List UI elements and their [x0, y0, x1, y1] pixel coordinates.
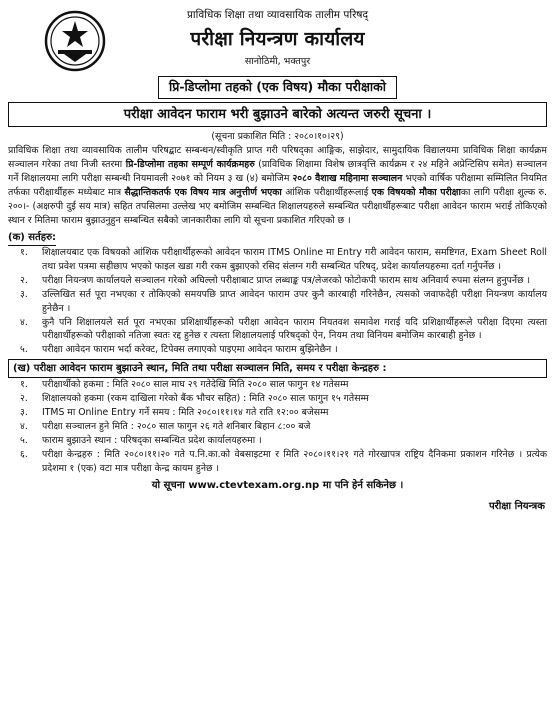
list-item: [8, 420, 547, 434]
schedule-heading: (ख) परीक्षा आवेदन फाराम बुझाउने स्थान, मिति तथा परीक्षा सञ्चालन मिति, समय र परीक्षा केन्द्रहरु :: [8, 359, 547, 378]
item-text: शिक्षालयको हकमा (रकम दाखिला गरेको बैंक भौचर सहित) : मिति २०८० साल फागुन १५ गतेसम्म: [42, 393, 369, 405]
published-date: (सूचना प्रकाशित मिति : २०८०।१०।२९): [211, 131, 344, 143]
schedule-list: [8, 378, 547, 476]
list-item: [8, 434, 547, 448]
schedule-section: [8, 359, 547, 476]
item-text: परीक्षा सञ्चालन हुने मिति : २०८० साल फागुन २६ गते शनिबार बिहान ८:०० बजे: [42, 421, 311, 433]
item-number: २.: [20, 274, 28, 286]
organization-name: प्राविधिक शिक्षा तथा व्यावसायिक तालीम परिषद्: [186, 9, 369, 21]
notice-title: [8, 76, 547, 127]
list-item: [8, 392, 547, 406]
list-item: [8, 406, 547, 420]
item-text: कुनै पनि शिक्षालयले सर्त पूरा नभएका प्रशिक्षार्थीहरूको परीक्षा आवेदन फाराम नियतवश समावेश गराई यदि प्रशिक्षार्थीहरूले परीक्षा दिएमा त्यस्ता परीक्षार्थीहरूको परीक्षाको नतिजा स्वतः रद्द हुनेछ र त्यस्ता शिक्षालयलाई परिषद्को ऐन, नियम तथा विनियम बमोजिम कारबाही हुनेछ ।: [42, 316, 547, 342]
item-number: ५.: [20, 344, 28, 356]
item-text: परीक्षा नियन्त्रण कार्यालयले सञ्चालन गरेको अघिल्लो परीक्षाबाट प्राप्त लब्धाङ्क पत्र/लेजरको फोटोकपी फाराम साथ अनिवार्य रुपमा संलग्न हुनुपर्नेछ ।: [42, 274, 531, 286]
item-number: १.: [20, 379, 28, 391]
list-item: [8, 246, 547, 274]
item-text: परीक्षा आवेदन फाराम भर्दा करेक्ट, टिपेक्स लगाएको पाइएमा आवेदन फाराम बुझिनेछैन ।: [42, 344, 338, 356]
intro-paragraph: [8, 144, 547, 228]
intro-text-3: भएको वार्षिक परीक्षामा सम्मिलित नियमित तर्फका परीक्षार्थीहरू मध्येबाट मात्र: [8, 173, 547, 198]
intro-text-2: (प्राविधिक शिक्षामा विशेष छात्रवृत्ति कार्यक्रम र २४ महिने अप्रेन्टिसिप समेत) सञ्चालन गर्ने शिक्षालयमा लागि परीक्षा सम्बन्धी नियमावली २०७१ को नियम ३ ख (४) बमोजिम: [8, 159, 547, 185]
title-line-2: परीक्षा आवेदन फाराम भरी बुझाउने बारेको अत्यन्त जरुरी सूचना ।: [8, 102, 547, 128]
letterhead: [8, 8, 547, 74]
intro-bold-1: प्रि-डिप्लोमा तहका सम्पूर्ण कार्यक्रमहरु: [125, 159, 255, 171]
intro-bold-3: सैद्धान्तिकतर्फ एक विषय मात्र अनुत्तीर्ण भएका: [124, 187, 282, 198]
item-text: परीक्षार्थीको हकमा : मिति २०८० साल माघ २९ गतेदेखि मिति २०८० साल फागुन १४ गतेसम्म: [42, 379, 349, 391]
item-number: ३.: [20, 288, 28, 300]
intro-text-1: प्राविधिक शिक्षा तथा व्यावसायिक तालीम परिषद्बाट सम्बन्धन/स्वीकृति प्राप्त गरी परिषद्का आङ्गिक, साझेदार, सामुदायिक विद्यालयमा प्राविधिक शिक्षा कार्यक्रम सञ्चालन गरेका तथा निजी स्तरमा: [8, 145, 547, 171]
signatory: परीक्षा नियन्त्रक: [489, 500, 545, 512]
item-number: ३.: [20, 407, 28, 419]
intro-text-4: आंशिक परीक्षार्थीहरूलाई: [285, 187, 369, 198]
intro-text-5: का लागि परीक्षा शुल्क रु. २००।- (अक्षरुपी दुई सय मात्र) सहित तपसिलमा उल्लेख भए बमोजिम सम्बन्धित शिक्षालयहरुले सम्बन्धित परीक्षार्थीहरूबाट परीक्षा आवेदन फाराम भराई तोकिएको स्थान र मितिमा फाराम बुझाउनुहुन सम्बन्धित सबैको जानकारीका लागि यो सूचना प्रकाशित गरिएको छ ।: [8, 187, 547, 226]
item-number: २.: [20, 393, 28, 405]
website-note: यो सूचना www.ctevtexam.org.np मा पनि हेर्न सकिनेछ ।: [151, 479, 404, 491]
item-number: ६.: [20, 449, 28, 460]
intro-bold-2: २०८० वैशाख महिनामा सञ्चालन: [292, 173, 403, 185]
ctevt-emblem-logo: [44, 10, 106, 72]
conditions-section: [8, 230, 547, 358]
item-number: १.: [20, 246, 28, 258]
intro-bold-4: एक विषयको मौका परीक्षा: [371, 187, 461, 198]
item-number: ५.: [20, 435, 28, 447]
list-item: [8, 378, 547, 392]
list-item: [8, 448, 547, 476]
item-text: परीक्षा केन्द्रहरु : मिति २०८०।११।२० गते प.नि.का.को वेबसाइटमा र मिति २०८०।११।२१ गते गोरखापत्र राष्ट्रिय दैनिकमा प्रकाशन गरिनेछ । प्रत्येक प्रदेशमा १ (एक) वटा मात्र परीक्षा केन्द्र कायम हुनेछ ।: [42, 449, 547, 474]
list-item: [8, 316, 547, 344]
list-item: [8, 274, 547, 288]
item-text: शिक्षालयबाट एक विषयको आंशिक परीक्षार्थीहरूको आवेदन फाराम ITMS Online मा Entry गरी आवेदन फाराम, समष्टिगत, Exam Sheet Roll तथा प्रवेश पत्रमा सहीछाप भएको फाइल खडा गरी रकम बुझाएको रसिद संलग्न गरी सम्बन्धित परिषद्, प्रदेश कार्यालयहरुमा दर्ता गर्नुपर्नेछ ।: [42, 246, 547, 272]
office-name: परीक्षा नियन्त्रण कार्यालय: [190, 27, 365, 50]
office-location: सानोठिमी, भक्तपुर: [244, 56, 311, 68]
item-text: उल्लिखित सर्त पूरा नभएका र तोकिएको समयपछि प्राप्त आवेदन फाराम उपर कुनै कारबाही गरिनेछैन, त्यसको जवाफदेही परीक्षा नियन्त्रण कार्यालय हुनेछैन ।: [42, 288, 547, 314]
list-item: [8, 343, 547, 357]
item-text: ITMS मा Online Entry गर्ने समय : मिति २०८०।११।१४ गते राति १२:०० बजेसम्म: [42, 407, 329, 419]
item-number: ४.: [20, 421, 28, 433]
title-line-1: प्रि-डिप्लोमा तहको (एक विषय) मौका परीक्षाको: [158, 76, 397, 99]
item-number: ४.: [20, 316, 28, 328]
conditions-list: [8, 246, 547, 358]
conditions-heading: (क) सर्तहरु:: [8, 230, 56, 246]
list-item: [8, 288, 547, 316]
item-text: फाराम बुझाउने स्थान : परिषद्का सम्बन्धित प्रदेश कार्यालयहरुमा ।: [42, 435, 262, 447]
